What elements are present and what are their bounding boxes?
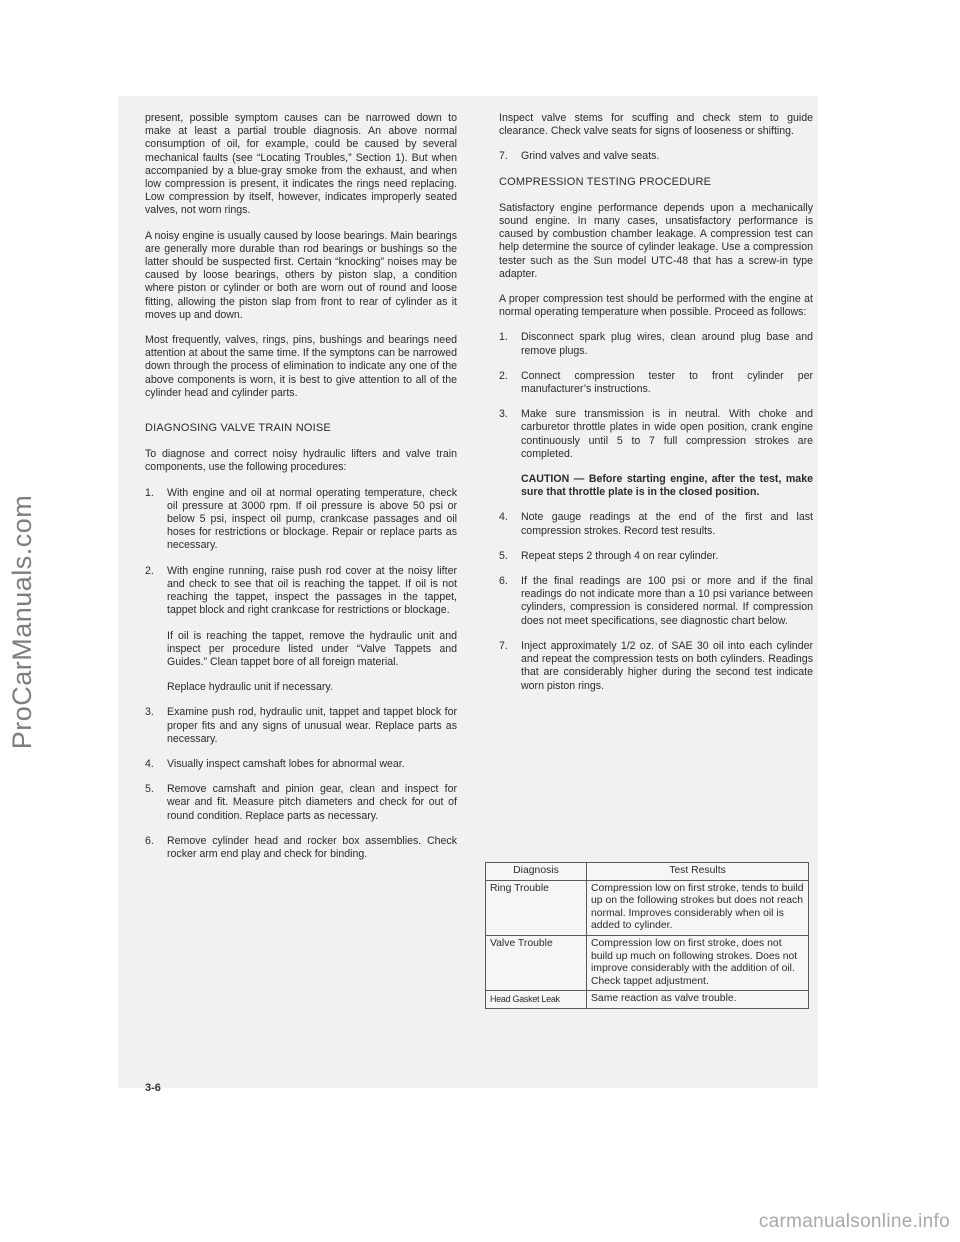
table-cell: Compression low on first stroke, does not build up much on following strokes. Does not improve considerably with the addition of oil. Check tappet adjustment. (587, 935, 809, 990)
step-number: 5. (145, 783, 154, 796)
step-text: Inject approximately 1/2 oz. of SAE 30 oil into each cylinder and repeat the compression tests on both cylinders. Readings that are considerably higher during the second test indicate worn piston rings. (521, 639, 813, 692)
step-number: 7. (499, 150, 508, 163)
page-number: 3-6 (145, 1082, 161, 1094)
header-diagnosis: Diagnosis (486, 863, 587, 881)
step-text: If the final readings are 100 psi or more and if the final readings do not indicate more than a 10 psi variance between cylinders, compression is considered normal. If compression does not meet specifications, see diagnostic chart below. (521, 575, 813, 627)
table-header-row (486, 863, 809, 881)
step-text: Grind valves and valve seats. (521, 150, 660, 163)
step-text: Remove camshaft and pinion gear, clean and inspect for wear and fit. Measure pitch diameters and check for out of round condition. Replace parts as necessary. (167, 783, 457, 822)
list-item (145, 565, 457, 695)
caution-text: CAUTION — Before starting engine, after the test, make sure that throttle plate is in the closed position. (521, 473, 813, 499)
step-number: 7. (499, 639, 508, 652)
side-watermark: ProCarManuals.com (7, 494, 37, 750)
diagnostic-table (485, 862, 809, 1009)
paragraph-frequent-wear: Most frequently, valves, rings, pins, bushings and bearings need attention at about the same time. If the symptons can be narrowed down through the process of elimination to indicate any one of the above components is worn, it is best to give attention to all of the cylinder head and cylinder parts. (145, 334, 457, 399)
paragraph-symptoms: present, possible symptom causes can be narrowed down to make at least a partial trouble diagnosis. An above normal consumption of oil, for example, could be caused by several mechanical faults (see “Locating Troubles,” Section 1). But when accompanied by a blue-gray smoke from the exhaust, and when low compression is present, it indicates the rings need replacing. Low compression by itself, however, indicates improperly seated valves, not worn rings. (145, 112, 457, 217)
step-text: Examine push rod, hydraulic unit, tappet and tappet block for proper fits and any signs of unusual wear. Replace parts as necessary. (167, 706, 457, 745)
paragraph-valve-stems: Inspect valve stems for scuffing and check stem to guide clearance. Check valve seats for signs of looseness or shifting. (499, 112, 813, 138)
step-number: 3. (145, 706, 154, 719)
step-number: 5. (499, 549, 508, 562)
step-text: Connect compression tester to front cylinder per manufacturer’s instructions. (521, 369, 813, 396)
valve-train-heading: DIAGNOSING VALVE TRAIN NOISE (145, 422, 331, 435)
table-row (486, 935, 809, 990)
list-item (499, 511, 813, 537)
list-item (145, 487, 457, 553)
table-row (486, 991, 809, 1009)
left-column (145, 112, 457, 873)
step-text: Repeat steps 2 through 4 on rear cylinder. (521, 549, 719, 562)
compression-steps-list (499, 331, 813, 692)
list-item (499, 640, 813, 693)
list-item (145, 783, 457, 823)
list-item (499, 370, 813, 396)
list-item (145, 706, 457, 746)
step-number: 1. (145, 486, 154, 499)
table-row (486, 880, 809, 935)
list-item (499, 575, 813, 628)
step-text: Note gauge readings at the end of the first and last compression strokes. Record test results. (521, 511, 813, 537)
paragraph-performance: Satisfactory engine performance depends upon a mechanically sound engine. In many cases, unsatisfactory performance is caused by combustion chamber leakage. A compression test can help determine the source of cylinder leakage. Use a compression tester such as the Sun model UTC-48 that has a screw-in type adapter. (499, 201, 813, 280)
step-text: With engine and oil at normal operating temperature, check oil pressure at 3000 rpm. If oil pressure is above 50 psi or below 5 psi, inspect oil pump, crankcase passages and oil hoses for restrictions or blockage. Repair or replace parts as necessary. (167, 486, 457, 552)
step-number: 4. (145, 757, 154, 770)
list-item (145, 835, 457, 861)
step-number: 2. (145, 564, 154, 577)
step-number: 3. (499, 408, 508, 421)
table-cell: Ring Trouble (486, 880, 587, 935)
list-item (499, 331, 813, 357)
right-column (499, 112, 813, 705)
step-text: Disconnect spark plug wires, clean around plug base and remove plugs. (521, 331, 813, 357)
table-cell: Compression low on first stroke, tends to build up on the following strokes but does not reach normal. Improves considerably when oil is added to cylinder. (587, 880, 809, 935)
valve-steps-list (145, 487, 457, 861)
step-text: With engine running, raise push rod cover at the noisy lifter and check to see that oil is reaching the tappet. If oil is not reaching the tappet, inspect the passages in the tappet, tappet block and right crankcase for restrictions or blockage. (167, 564, 457, 617)
table-cell: Same reaction as valve trouble. (587, 991, 809, 1009)
valve-step-7 (499, 150, 813, 163)
step-number: 6. (499, 575, 508, 588)
table-cell: Head Gasket Leak (486, 991, 587, 1009)
valve-intro: To diagnose and correct noisy hydraulic lifters and valve train components, use the following procedures: (145, 448, 457, 474)
step-text: Remove cylinder head and rocker box assemblies. Check rocker arm end play and check for binding. (167, 834, 457, 860)
list-item (145, 758, 457, 771)
compression-heading: COMPRESSION TESTING PROCEDURE (499, 175, 712, 188)
list-item (499, 150, 813, 163)
step-text: Replace hydraulic unit if necessary. (167, 681, 333, 694)
step-text: Visually inspect camshaft lobes for abnormal wear. (167, 757, 405, 770)
step-number: 2. (499, 369, 508, 382)
caution-note (499, 473, 813, 499)
step-text: Make sure transmission is in neutral. With choke and carburetor throttle plates in wide open position, crank engine continuously until 5 to 7 full compression strokes are completed. (521, 408, 813, 460)
bottom-watermark: carmanualsonline.info (758, 1211, 950, 1232)
step-number: 1. (499, 331, 508, 344)
step-text: If oil is reaching the tappet, remove the hydraulic unit and inspect per procedure listed under “Valve Tappets and Guides.” Clean tappet bore of all foreign material. (167, 629, 457, 668)
list-item (499, 550, 813, 563)
table-cell: Valve Trouble (486, 935, 587, 990)
step-number: 4. (499, 511, 508, 524)
step-number: 6. (145, 834, 154, 847)
paragraph-proper-test: A proper compression test should be performed with the engine at normal operating temperature when possible. Proceed as follows: (499, 293, 813, 319)
header-test-results: Test Results (587, 863, 809, 881)
list-item (499, 408, 813, 461)
paragraph-noisy-engine: A noisy engine is usually caused by loose bearings. Main bearings are generally more durable than rod bearings or bushings so the latter should be suspected first. Certain “knocking” noises may be caused by loose bearings, others by piston slap, a condition where piston or cylinder or both are worn out of round and loose fitting, allowing the piston slap from front to rear of cylinder as it moves up and down. (145, 229, 457, 321)
